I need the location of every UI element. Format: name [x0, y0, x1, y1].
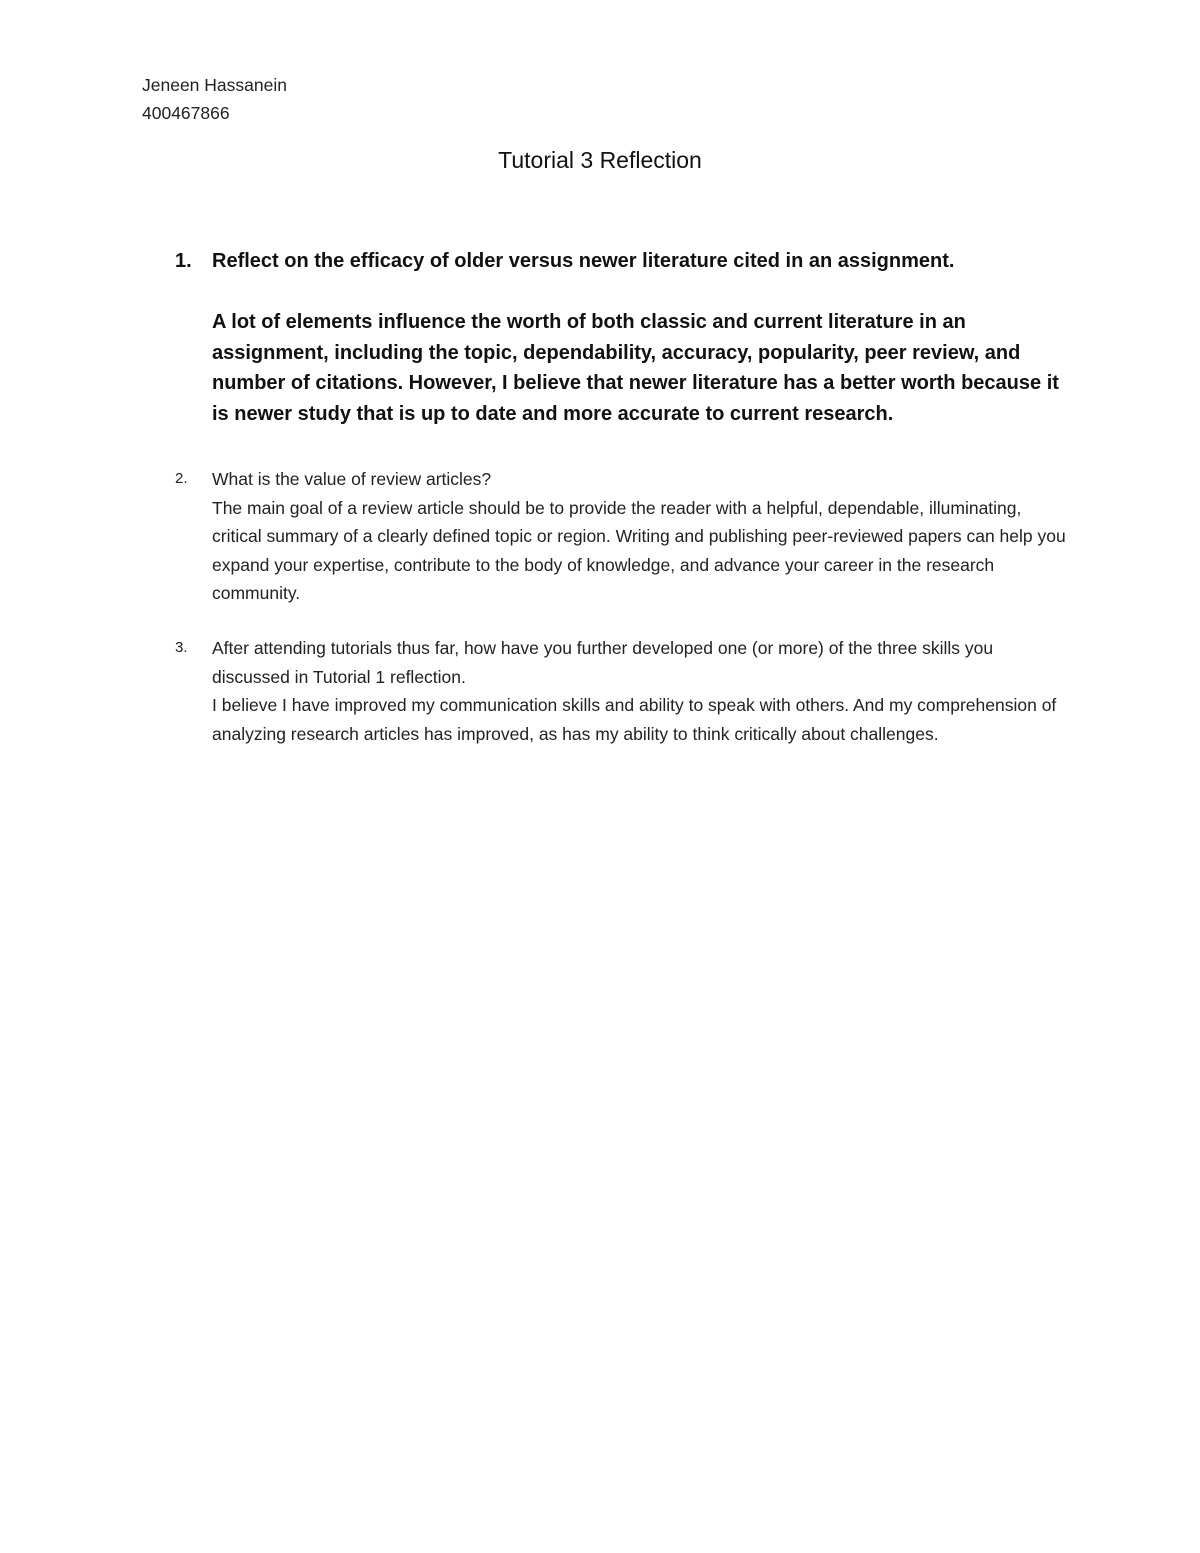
question-1-body [212, 246, 1072, 429]
question-3-number: 3. [175, 639, 188, 656]
question-3-answer: I believe I have improved my communication skills and ability to speak with others. And my comprehension of analyzing research articles has improved, as has my ability to think critically about challenges. [212, 695, 1057, 744]
question-2-answer: The main goal of a review article should be to provide the reader with a helpful, dependable, illuminating, critical summary of a clearly defined topic or region. Writing and publishing peer-reviewed papers can help you expand your expertise, contribute to the body of knowledge, and advance your career in the research community. [212, 497, 1066, 603]
question-1-prompt: Reflect on the efficacy of older versus newer literature cited in an assignment. [212, 250, 955, 272]
question-3-prompt: After attending tutorials thus far, how have you further developed one (or more) of the three skills you discussed in Tutorial 1 reflection. [212, 638, 994, 687]
question-2-number: 2. [175, 470, 188, 487]
author-block [142, 71, 287, 127]
question-2-prompt: What is the value of review articles? [212, 469, 492, 489]
page-title: Tutorial 3 Reflection [498, 147, 702, 173]
question-3-body [212, 634, 1072, 748]
question-1-answer: A lot of elements influence the worth of both classic and current literature in an assignment, including the topic, dependability, accuracy, popularity, peer review, and number of citations. However, I believe that newer literature has a better worth because it is newer study that is up to date and more accurate to current research. [212, 311, 1059, 425]
question-2-body [212, 465, 1072, 608]
question-1-number: 1. [175, 250, 192, 272]
author-name: Jeneen Hassanein [142, 75, 287, 95]
student-number: 400467866 [142, 103, 230, 123]
